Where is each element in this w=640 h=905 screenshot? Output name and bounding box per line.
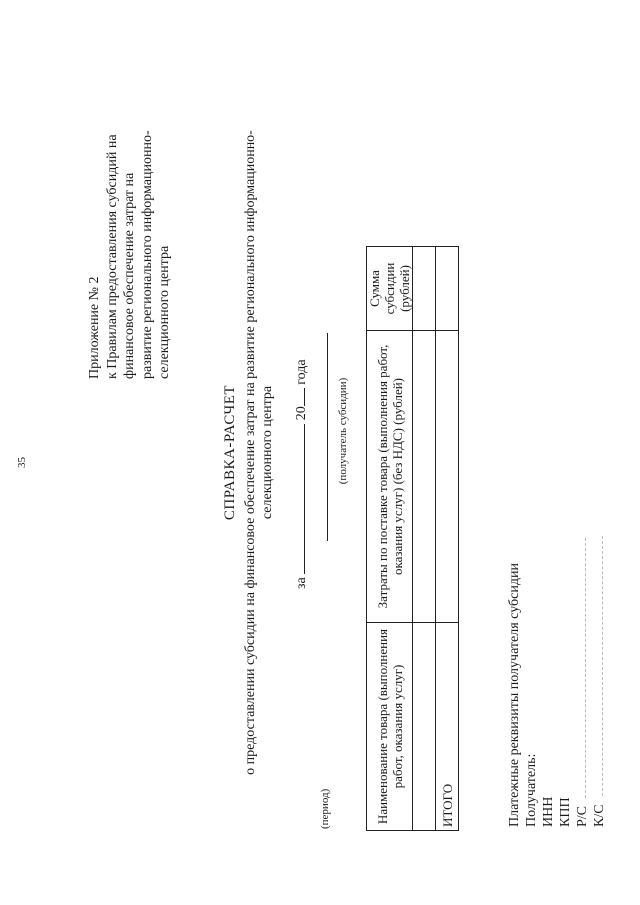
column-header-item: Наименование товара (выполнения работ, оказания услуг) — [367, 623, 413, 831]
subtitle-line: селекционного центра — [260, 385, 275, 520]
payment-field-corr-account: К/С — [591, 536, 608, 827]
period-line — [292, 359, 310, 589]
payment-heading: Платежные реквизиты получателя субсидии — [507, 563, 522, 827]
table-row — [413, 247, 436, 831]
column-header-subsidy: Сумма субсидии (рублей) — [367, 247, 413, 331]
appendix-line: селекционного центра — [157, 245, 172, 379]
payment-field-inn: ИНН — [541, 796, 556, 827]
calculation-table — [366, 246, 459, 831]
recipient-caption: (получатель субсидии) — [337, 377, 349, 485]
document-subtitle — [242, 0, 276, 905]
corr-account-blank — [592, 536, 603, 796]
period-caption: (период) — [319, 788, 331, 829]
account-blank — [575, 538, 586, 798]
table-header-row — [367, 247, 413, 831]
table-cell — [413, 247, 436, 331]
column-header-costs: Затраты по поставке товара (выполнения работ, оказания услуг) (без НДС) (рублей) — [367, 331, 413, 623]
table-cell — [436, 331, 459, 623]
appendix-line: финансовое обеспечение затрат на — [122, 172, 137, 379]
appendix-line: к Правилам предоставления субсидий на — [104, 134, 120, 379]
payment-field-account: Р/С — [574, 536, 591, 827]
page-number: 35 — [16, 457, 28, 468]
payment-field-kpp: КПП — [558, 797, 573, 827]
period-prefix: за — [294, 577, 309, 589]
payment-details — [506, 536, 608, 827]
appendix-line: Приложение № 2 — [87, 276, 102, 379]
document-title: СПРАВКА-РАСЧЕТ — [222, 384, 238, 521]
table-cell — [436, 247, 459, 331]
appendix-header — [86, 130, 174, 379]
year-blank — [292, 388, 305, 406]
table-row-total — [436, 247, 459, 831]
table-cell — [413, 331, 436, 623]
year-suffix: года — [294, 359, 309, 385]
appendix-line: развитие регионального информационно- — [139, 130, 155, 379]
recipient-underline — [327, 333, 328, 541]
period-blank — [292, 424, 305, 574]
total-label: ИТОГО — [436, 623, 459, 831]
year-prefix: 20 — [294, 406, 309, 421]
table-cell — [413, 623, 436, 831]
subtitle-line: о предоставлении субсидии на финансовое обеспечение затрат на развитие регионального информационно- — [243, 130, 258, 775]
payment-field-recipient: Получатель: — [524, 753, 539, 827]
